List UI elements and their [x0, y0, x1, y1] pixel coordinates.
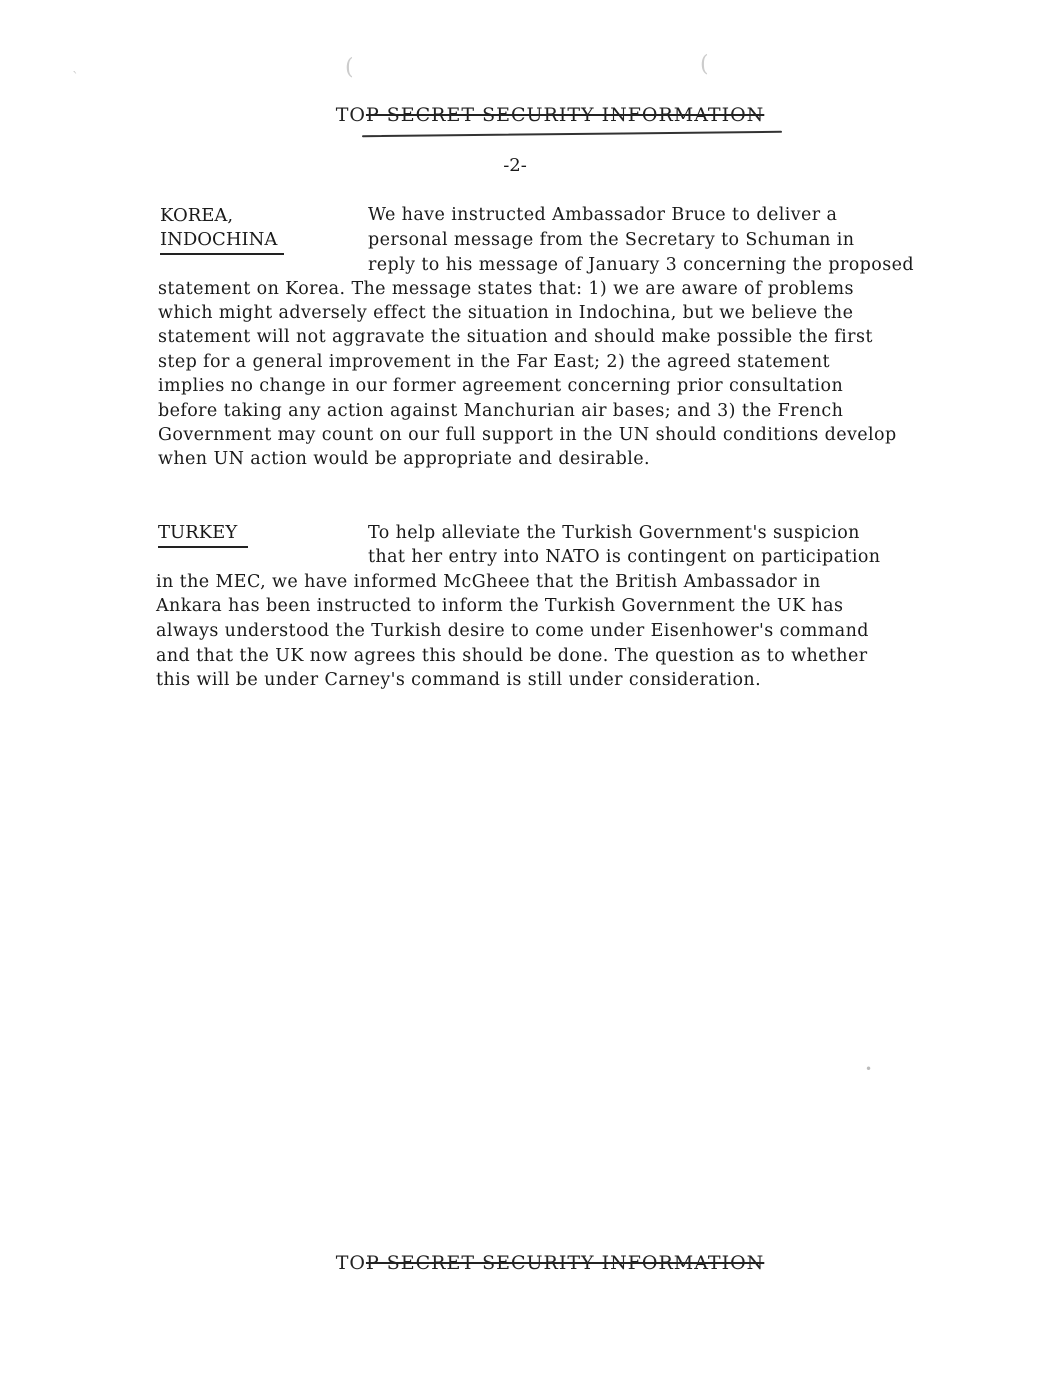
classification-footer: [0, 1252, 1043, 1274]
scan-mark: (: [700, 52, 709, 77]
heading-line: KOREA,: [160, 205, 234, 226]
paragraph-line: that her entry into NATO is contingent on participation: [368, 547, 881, 567]
paragraph-line: statement on Korea. The message states that: 1) we are aware of problems: [158, 279, 854, 299]
classification-prefix: TO: [335, 1252, 366, 1274]
paragraph-line: reply to his message of January 3 concerning the proposed: [368, 255, 914, 275]
heading-underline: [160, 253, 284, 255]
scan-mark: ˋ: [72, 70, 79, 86]
paragraph-line: implies no change in our former agreement concerning prior consultation: [158, 376, 844, 396]
scan-mark: (: [345, 55, 354, 80]
paragraph-line: in the MEC, we have informed McGheee that the British Ambassador in: [156, 572, 821, 592]
paragraph-line: step for a general improvement in the Far East; 2) the agreed statement: [158, 352, 830, 372]
classification-header: [0, 104, 1043, 126]
classification-prefix: TO: [335, 104, 366, 126]
paragraph-line: always understood the Turkish desire to come under Eisenhower's command: [156, 621, 869, 641]
heading-line: TURKEY: [158, 522, 238, 543]
scan-dot: •: [865, 1062, 873, 1076]
paragraph-line: Government may count on our full support in the UN should conditions develop: [158, 425, 897, 445]
classification-struck-text: P SECRET SECURITY INFORMATION: [365, 1252, 765, 1274]
paragraph-line: Ankara has been instructed to inform the Turkish Government the UK has: [156, 596, 844, 616]
section-heading-turkey: [158, 521, 237, 545]
paragraph-line: which might adversely effect the situation in Indochina, but we believe the: [158, 303, 854, 323]
paragraph-line: To help alleviate the Turkish Government's suspicion: [368, 523, 860, 543]
section-heading-korea-indochina: [160, 204, 277, 252]
page-number: -2-: [503, 155, 527, 176]
paragraph-line: before taking any action against Manchurian air bases; and 3) the French: [158, 401, 844, 421]
paragraph-line: statement will not aggravate the situation and should make possible the first: [158, 327, 873, 347]
handwritten-underline: [362, 131, 782, 137]
paragraph-line: and that the UK now agrees this should be done. The question as to whether: [156, 646, 868, 666]
paragraph-line: personal message from the Secretary to Schuman in: [368, 230, 855, 250]
paragraph-line: this will be under Carney's command is still under consideration.: [156, 670, 762, 690]
classification-struck-text: P SECRET SECURITY INFORMATION: [365, 104, 765, 126]
paragraph-line: We have instructed Ambassador Bruce to deliver a: [368, 205, 838, 225]
heading-underline: [158, 546, 248, 548]
paragraph-line: when UN action would be appropriate and desirable.: [158, 449, 650, 469]
heading-line: INDOCHINA: [160, 229, 278, 250]
